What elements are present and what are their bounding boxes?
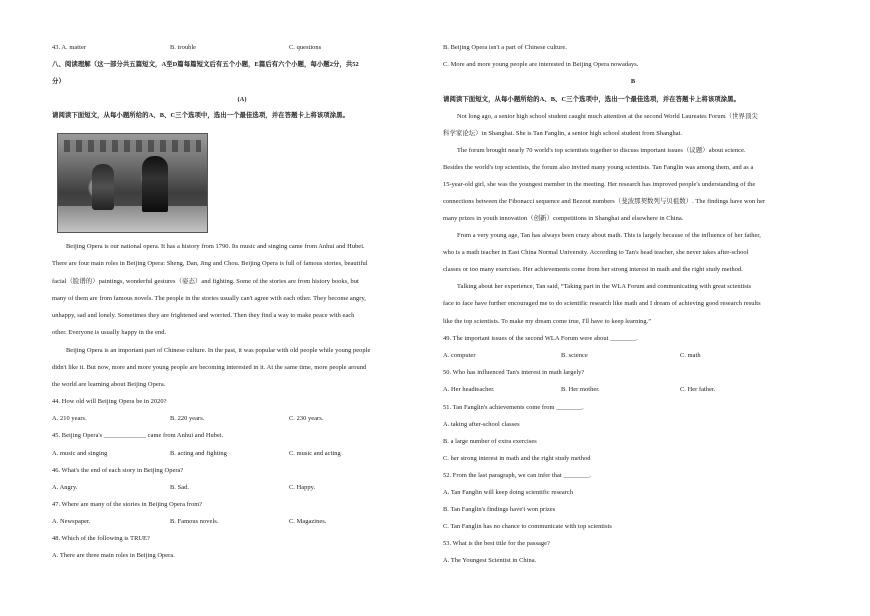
passage-b-line: face to face have further encouraged me to do scientific research like math and I dream of achieving good research results [443,300,761,307]
q49-option-a: A. computer [443,352,476,359]
passage-b-line: like the top scientists. To make my dream come true, I'll have to keep learning.” [443,318,652,325]
stage-floor [58,206,207,232]
q46-option-a: A. Angry. [52,484,78,491]
passage-b-line: From a very young age, Tan has always been crazy about math. This is largely because of the influence of her father, [457,232,761,239]
q47-option-b: B. Famous novels. [170,518,219,525]
q52-option-b: B. Tan Fanglin's findings have't won prizes [443,506,556,513]
passage-b-line: 科学家论坛）in Shanghai. She is Tan Fanglin, a senior high school student from Shanghai. [443,130,683,137]
q44-option-b: B. 220 years. [170,415,205,422]
q47-stem: 47. Where are many of the stories in Beijing Opera from? [52,501,203,508]
passage-a-line: Beijing Opera is an important part of Chinese culture. In the past, it was popular with old people while young people [66,347,371,354]
passage-b-line: Talking about her experience, Tan said, “Taking part in the WLA Forum and communicating with great scientists [457,283,752,290]
q46-stem: 46. What's the end of each story in Beijing Opera? [52,467,184,474]
q52-option-a: A. Tan Fanglin will keep doing scientific research [443,489,574,496]
passage-a-line: the world are learning about Beijing Opera. [52,381,166,388]
passage-b-line: classes or too many exercises. Her achievements come from her strong interest in math and the right study method. [443,266,743,273]
q49-option-b: B. science [561,352,588,359]
passage-a-line: didn't like it. But now, more and more young people are becoming interested in it. At the same time, more people around [52,364,367,371]
section-heading-cont: 分） [52,78,65,85]
q43-option-a: 43. A. matter [52,44,87,51]
performer-figure [142,156,168,212]
q44-stem: 44. How old will Beijing Opera be in 2020? [52,398,167,405]
q48-option-c: C. More and more young people are interested in Beijing Opera nowadays. [443,61,639,68]
passage-a-line: There are four main roles in Beijing Opera: Sheng, Dan, Jing and Chou. Beijing Opera is full of famous stories, beautiful [52,260,368,267]
passage-a-line: Beijing Opera is our national opera. It has a history from 1790. Its music and singing came from Anhui and Hubei. [66,243,365,250]
q53-option-a: A. The Youngest Scientist in China. [443,557,537,564]
part-b-instruction: 请阅读下面短文，从每小题所给的A、B、C三个选项中，选出一个最佳选项，并在答题卡上将该项涂黑。 [443,96,741,103]
q46-option-b: B. Sad. [170,484,189,491]
passage-b-line: who is a math teacher in East China Normal University. According to Tan's head teacher, she never takes after-school [443,249,749,256]
passage-b-line: Not long ago, a senior high school student caught much attention at the second World Laureates Forum（世界顶尖 [457,113,758,120]
passage-b-line: connections between the Fibonacci sequence and Bezout numbers（斐波那契数列与贝祖数）. The findings have won her [443,198,766,205]
q43-option-b: B. trouble [170,44,197,51]
performer-figure [92,164,114,210]
q45-stem: 45. Beijing Opera's _____________ came from Anhui and Hubei. [52,432,224,439]
passage-b-line: Besides the world's top scientists, the forum also invited many young scientists. Tan Fanglin was among them, and as a [443,164,754,171]
beijing-opera-photo [57,133,208,233]
q44-option-c: C. 230 years. [289,415,324,422]
q51-stem: 51. Tan Fanglin's achievements come from ________. [443,404,584,411]
q52-stem: 52. From the last paragraph, we can infer that ________. [443,472,591,479]
q44-option-a: A. 210 years. [52,415,87,422]
q47-option-a: A. Newspaper. [52,518,91,525]
stage-banner [64,140,201,152]
q50-option-b: B. Her mother. [561,386,600,393]
q48-stem: 48. Which of the following is TRUE? [52,535,150,542]
q50-option-c: C. Her father. [680,386,716,393]
q46-option-c: C. Happy. [289,484,316,491]
q45-option-b: B. acting and fighting [170,450,227,457]
part-b-label: B [630,78,636,85]
section-heading: 八、阅读理解（这一部分共五篇短文，A至D篇每篇短文后有五个小题，E篇后有六个小题，每小题2分，共52 [52,61,359,68]
q50-stem: 50. Who has influenced Tan's interest in math largely? [443,369,585,376]
q53-stem: 53. What is the best title for the passage? [443,540,550,547]
passage-b-line: many prizes in youth innovation（创新）competitions in Shanghai and elsewhere in China. [443,215,684,222]
q45-option-c: C. music and acting [289,450,341,457]
q50-option-a: A. Her headteacher. [443,386,495,393]
passage-b-line: 15-year-old girl, she was the youngest member in the meeting. Her research has improved people's understanding of the [443,181,756,188]
q52-option-c: C. Tan Fanglin has no chance to communicate with top scientists [443,523,612,530]
q48-option-b: B. Beijing Opera isn't a part of Chinese culture. [443,44,567,51]
q47-option-c: C. Magazines. [289,518,327,525]
q51-option-c: C. her strong interest in math and the right study method [443,455,591,462]
q49-option-c: C. math [680,352,701,359]
q49-stem: 49. The important issues of the second WLA Forum were about ________. [443,335,638,342]
q45-option-a: A. music and singing [52,450,108,457]
q48-option-a: A. There are three main roles in Beijing Opera. [52,552,175,559]
passage-a-line: facial（脸谱的）paintings, wonderful gestures（姿态）and fighting. Some of the stories are from history books, but [52,278,359,285]
passage-a-line: other. Everyone is usually happy in the end. [52,329,167,336]
q51-option-a: A. taking after-school classes [443,421,520,428]
q43-option-c: C. questions [289,44,322,51]
part-a-label: (A) [237,96,247,103]
passage-a-line: many of them are from famous novels. The people in the stories usually can't agree with each other. They become angry, [52,295,366,302]
passage-b-line: The forum brought nearly 70 world's top scientists together to discuss important issues（议题）about science. [457,147,746,154]
q51-option-b: B. a large number of extra exercises [443,438,537,445]
part-a-instruction: 请阅读下面短文，从每小题所给的A、B、C三个选项中，选出一个最佳选项，并在答题卡上将该项涂黑。 [52,112,350,119]
passage-a-line: unhappy, sad and lonely. Sometimes they are frightened and worried. Then they find a way to make peace with each [52,312,355,319]
